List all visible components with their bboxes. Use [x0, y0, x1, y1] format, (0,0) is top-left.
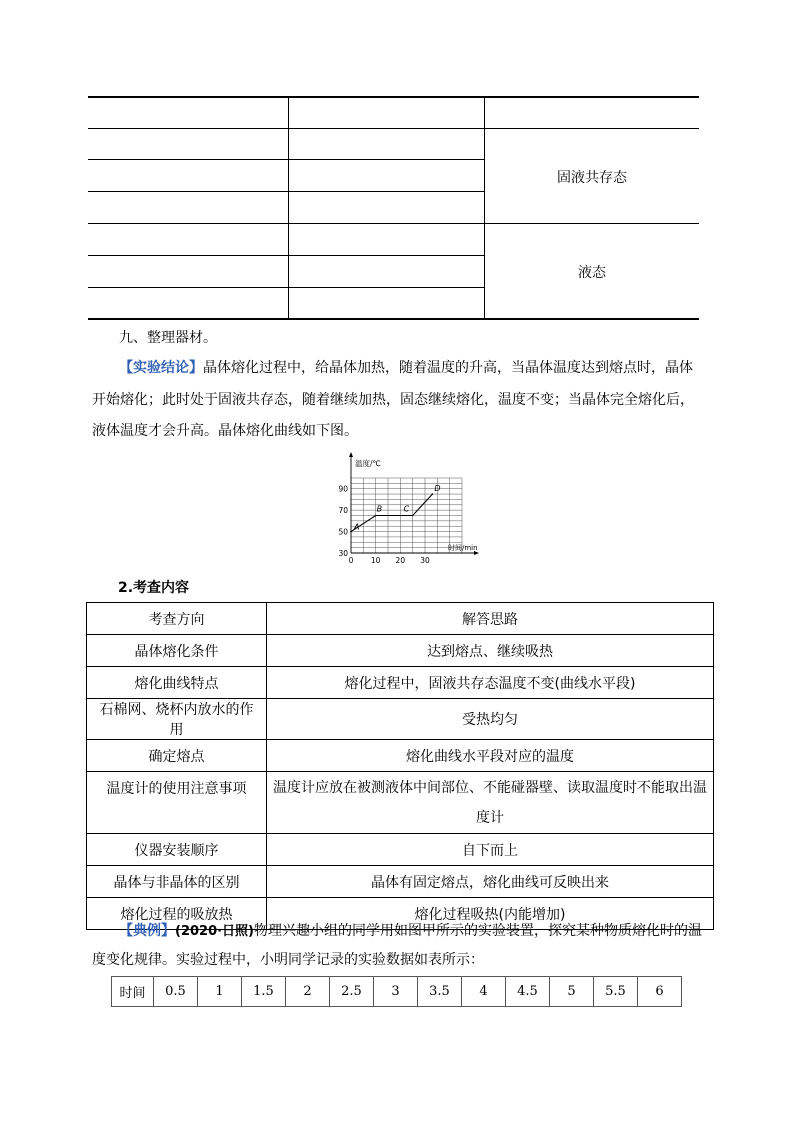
x-tick-label: 20: [395, 556, 406, 565]
time-value-cell: 5.5: [594, 977, 638, 1007]
table-row: [87, 699, 714, 740]
row-answer: 受热均匀: [267, 699, 714, 740]
x-tick-label: 0: [348, 556, 354, 565]
row-answer: 自下而上: [267, 834, 714, 866]
example-text-1: 物理兴趣小组的同学用如图甲所示的实验装置，探究某种物质熔化时的温: [254, 923, 703, 939]
row-answer: 熔化过程中，固液共存态温度不变(曲线水平段): [267, 667, 714, 699]
row-topic: 温度计的使用注意事项: [87, 772, 267, 834]
curve-point: [375, 515, 377, 517]
row-divider: [88, 128, 699, 129]
time-value-cell: 4.5: [506, 977, 550, 1007]
point-label: A: [354, 522, 360, 532]
row-divider: [88, 287, 485, 288]
row-divider: [88, 159, 485, 160]
example-line-2: 度变化规律。实验过程中，小明同学记录的实验数据如表所示：: [92, 952, 484, 968]
row-answer: 达到熔点、继续吸热: [267, 635, 714, 667]
conclusion-line-1: [119, 358, 693, 378]
row-topic: 晶体熔化条件: [87, 635, 267, 667]
time-value-cell: 5: [550, 977, 594, 1007]
column-divider: [288, 96, 289, 320]
time-label: 时间: [112, 977, 154, 1007]
row-answer: 熔化过程吸热(内能增加): [267, 898, 714, 930]
y-axis-label: 温度/℃: [355, 459, 381, 468]
example-line-1: [119, 921, 702, 942]
row-divider: [88, 255, 485, 256]
header-direction: 考查方向: [87, 603, 267, 635]
example-source: (2020·日照): [175, 924, 255, 939]
merged-cell-liquid: 液态: [578, 265, 606, 281]
time-value-cell: 4: [462, 977, 506, 1007]
x-tick-label: 10: [370, 556, 381, 565]
table-top-border: [88, 96, 699, 98]
point-label: B: [376, 504, 383, 514]
time-value-cell: 2.5: [330, 977, 374, 1007]
row-topic: 熔化过程的吸放热: [87, 898, 267, 930]
row-answer: 晶体有固定熔点，熔化曲线可反映出来: [267, 866, 714, 898]
data-row: [112, 977, 682, 1007]
time-value-cell: 3.5: [418, 977, 462, 1007]
curve-point: [412, 515, 414, 517]
section-title: 2.考查内容: [118, 580, 190, 596]
row-answer: 熔化曲线水平段对应的温度: [267, 740, 714, 772]
curve-point: [350, 531, 352, 533]
time-value-cell: 0.5: [154, 977, 198, 1007]
table-bottom-border: [88, 318, 699, 320]
merged-cell-solid-liquid: 固液共存态: [557, 170, 627, 186]
conclusion-label: 【实验结论】: [119, 360, 203, 376]
column-divider: [484, 96, 485, 320]
x-tick-label: 30: [420, 556, 430, 565]
y-tick-label: 90: [338, 484, 348, 494]
step-nine: 九、整理器材。: [119, 330, 217, 346]
chart-marks: [350, 484, 440, 532]
table-row: [87, 772, 714, 834]
point-label: C: [403, 504, 410, 514]
header-approach: 解答思路: [267, 603, 714, 635]
conclusion-text-1: 晶体熔化过程中，给晶体加热，随着温度的升高，当晶体温度达到熔点时，晶体: [203, 360, 693, 376]
row-answer: 温度计应放在被测液体中间部位、不能碰器壁、读取温度时不能取出温度计: [267, 772, 714, 834]
row-divider: [88, 223, 699, 224]
row-topic: 仪器安装顺序: [87, 834, 267, 866]
time-value-cell: 1.5: [242, 977, 286, 1007]
y-tick-label: 70: [338, 506, 348, 516]
row-topic: 晶体与非晶体的区别: [87, 866, 267, 898]
table-header-row: [87, 603, 714, 635]
y-tick-label: 50: [338, 527, 348, 537]
table-row: [87, 866, 714, 898]
y-tick-label: 30: [338, 549, 348, 558]
row-topic: 熔化曲线特点: [87, 667, 267, 699]
table-row: [87, 740, 714, 772]
table-row: [87, 834, 714, 866]
time-value-cell: 6: [638, 977, 682, 1007]
x-axis-label: 时间/min: [448, 544, 478, 552]
conclusion-line-3: 液体温度才会升高。晶体熔化曲线如下图。: [92, 423, 358, 439]
exam-content-table: [86, 602, 714, 930]
time-value-cell: 2: [286, 977, 330, 1007]
table-row: [87, 635, 714, 667]
table-row: [87, 667, 714, 699]
time-value-cell: 1: [198, 977, 242, 1007]
data-table: [111, 976, 682, 1007]
point-label: D: [434, 484, 441, 494]
example-label: 【典例】: [119, 923, 175, 939]
row-topic: 确定熔点: [87, 740, 267, 772]
state-table: [88, 96, 699, 320]
y-axis-arrow: [349, 452, 353, 457]
row-divider: [88, 191, 485, 192]
time-value-cell: 3: [374, 977, 418, 1007]
row-topic: 石棉网、烧杯内放水的作用: [87, 699, 267, 740]
melting-curve-chart: [335, 452, 485, 570]
conclusion-line-2: 开始熔化；此时处于固液共存态，随着继续加热，固态继续熔化，温度不变；当晶体完全熔化后，: [92, 392, 694, 408]
curve-point: [432, 493, 434, 495]
